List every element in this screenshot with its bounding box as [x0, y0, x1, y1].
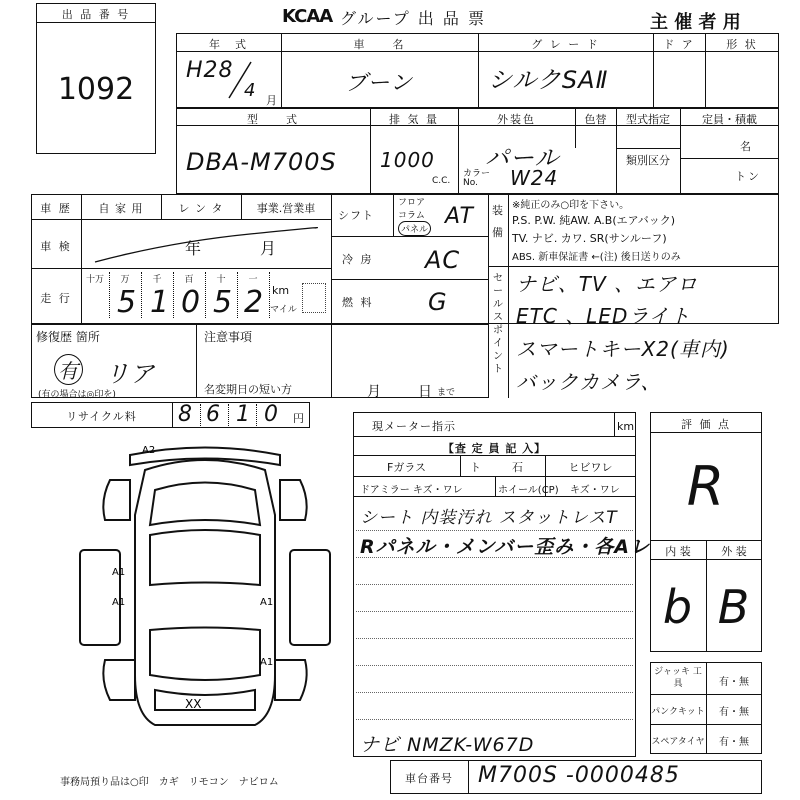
inspection-month: 月: [260, 239, 279, 258]
model-label: 車 名: [353, 38, 406, 51]
recolor-label: 色替: [584, 113, 607, 126]
history-rental: レ ン タ: [178, 202, 224, 215]
month-unit: 月: [266, 94, 277, 107]
repair-label: 修復歴 箇所: [36, 330, 100, 344]
repair-location: リア: [105, 360, 155, 388]
glass-label: Fガラス: [387, 461, 426, 474]
spare-option: 有・無: [719, 737, 749, 748]
meter-km: km: [617, 420, 635, 433]
digit-label: 百: [184, 275, 194, 285]
name-change-label: 名変期日の短い方: [204, 383, 292, 396]
recycle-digit: 0: [264, 402, 279, 427]
inspection-strike: [90, 222, 320, 266]
repair-note: (有の場合は◎印を): [38, 390, 116, 400]
mile-checkbox[interactable]: [302, 283, 326, 313]
grade-label: グ レ ー ド: [531, 38, 600, 51]
name-change-month: 月: [367, 384, 383, 400]
fuel-label: 燃 料: [342, 296, 374, 309]
glass-mark-2: 石: [512, 461, 523, 474]
history-business: 事業.営業車: [256, 202, 316, 215]
vehicle-type-label: 型 式: [247, 113, 299, 126]
notes-label: 注意事項: [204, 330, 253, 344]
vehicle-type-value: DBA-M700S: [186, 148, 337, 176]
score-value: R: [686, 455, 726, 518]
displacement-label: 排 気 量: [389, 113, 439, 126]
chassis-value: M700S -0000485: [478, 763, 680, 788]
recycle-digit: 8: [178, 402, 193, 427]
shift-option-floor: フロア: [398, 198, 426, 208]
mileage-digit: 0: [181, 285, 202, 320]
brand-logo: KCAA: [282, 6, 333, 27]
shift-option-column: コラム: [398, 211, 425, 221]
glass-mark-1: ト: [470, 461, 481, 474]
equipment-line-3: ABS. 新車保証書 ←(注) 後日送りのみ: [512, 252, 681, 263]
jack-option: 有・無: [719, 677, 749, 688]
inspector-header: 【査 定 員 記 入】: [442, 442, 547, 455]
inspection-year: 年: [185, 239, 204, 258]
diagram-mark: A2: [142, 445, 156, 456]
exterior-value: B: [717, 580, 751, 634]
glass-mark-3: ヒビワレ: [568, 461, 613, 474]
diagram-mark: A1: [112, 567, 126, 578]
year-label: 年 式: [209, 38, 248, 51]
sale-point: スマートキーX2(車内): [516, 337, 730, 361]
digit-label: 十: [216, 275, 226, 285]
recycle-digit: 1: [236, 402, 251, 427]
color-no-label: カラー No.: [463, 169, 491, 188]
diagram-mark: A1: [260, 597, 274, 608]
recycle-unit: 円: [293, 412, 304, 425]
score-label: 評 価 点: [681, 418, 731, 431]
mileage-digit: 5: [213, 285, 234, 320]
digit-label: 万: [120, 275, 130, 285]
shape-label: 形 状: [726, 38, 758, 51]
jack-label: ジャッキ 工 具: [654, 667, 702, 689]
mile-unit: マイル: [270, 305, 297, 315]
grade-value: シルクSAⅡ: [488, 66, 609, 94]
sponsor-label: 主 催 者 用: [650, 12, 741, 33]
color-label: 外装色: [497, 113, 536, 126]
interior-label: 内 装: [665, 545, 691, 558]
ac-label: 冷 房: [342, 253, 374, 266]
mileage-label: 走 行: [40, 292, 72, 305]
inspection-label: 車 検: [40, 240, 72, 253]
wheel-label: ホイール(CP): [498, 485, 559, 496]
recycle-label: リサイクル料: [66, 410, 137, 423]
ac-value: AC: [425, 246, 461, 274]
lot-number-label: 出 品 番 号: [61, 8, 131, 21]
digit-label: 十万: [85, 275, 104, 285]
name-change-day: 日: [418, 384, 434, 400]
interior-value: b: [662, 580, 694, 634]
digit-label: 一: [248, 275, 258, 285]
name-change-suffix: まで: [437, 388, 456, 398]
month-value: 4: [244, 80, 257, 101]
lot-number-value: 1092: [57, 72, 135, 107]
displacement-value: 1000: [380, 148, 435, 172]
equipment-line-1: P.S. P.W. 純AW. A.B(エアバック): [512, 214, 676, 227]
wheel-value: キズ・ワレ: [570, 485, 620, 496]
date-slash: [225, 60, 255, 100]
capacity-label: 定員・積載: [702, 113, 757, 126]
color-no-value: W24: [510, 166, 559, 190]
history-label: 車 歴: [40, 202, 72, 215]
mileage-digit: 5: [117, 285, 138, 320]
repair-kit-option: 有・無: [719, 707, 749, 718]
inspector-note: シート 内装汚れ スタットレスT: [360, 508, 618, 528]
mirror-label: ドアミラー キズ・ワレ: [360, 485, 463, 496]
navi-note: ナビ NMZK-W67D: [360, 734, 535, 756]
km-unit: km: [272, 284, 290, 297]
diagram-mark: A1: [260, 657, 274, 668]
sale-point: バックカメラ、: [516, 370, 662, 394]
capacity-unit-ton: トン: [735, 170, 761, 183]
repair-mark: 有: [54, 354, 83, 385]
equipment-line-2: TV. ナビ. カワ. SR(サンルーフ): [512, 232, 667, 245]
door-label: ド ア: [663, 38, 695, 51]
sale-point: ETC 、LEDライト: [516, 304, 691, 328]
equipment-note: ※純正のみ○印を下さい。: [512, 200, 630, 211]
inspector-note: Rパネル・メンバー歪み・各Aレ: [360, 536, 651, 558]
exterior-label: 外 装: [721, 545, 747, 558]
diagram-mark: A1: [112, 597, 126, 608]
type-designation-label: 型式指定: [626, 113, 670, 126]
car-diagram: [60, 440, 350, 740]
sale-point: ナビ、TV 、エアロ: [516, 272, 699, 296]
capacity-unit-people: 名: [740, 140, 753, 153]
mileage-digit: 2: [244, 285, 265, 320]
year-value: H28: [186, 58, 234, 83]
shift-label: シフト: [338, 209, 374, 222]
color-value: パール: [485, 144, 560, 172]
equipment-label: 装備: [492, 204, 503, 239]
cc-unit: C.C.: [432, 176, 451, 186]
mileage-digit: 1: [150, 285, 171, 320]
history-private: 自 家 用: [98, 202, 144, 215]
meter-label: 現メーター指示: [372, 420, 456, 433]
chassis-label: 車台番号: [405, 772, 453, 785]
fuel-value: G: [428, 288, 448, 316]
digit-label: 千: [152, 275, 162, 285]
diagram-mark: XX: [185, 697, 202, 711]
shift-option-panel: パネル: [398, 221, 431, 236]
spare-label: スペアタイヤ: [651, 737, 705, 747]
recycle-digit: 6: [206, 402, 221, 427]
office-note: 事務局預り品は○印 カギ リモコン ナビロム: [60, 777, 279, 788]
repair-kit-label: パンクキット: [651, 707, 705, 717]
category-label: 類別区分: [626, 154, 670, 167]
sale-point-label: セールスポイント: [493, 273, 503, 375]
model-value: ブーン: [345, 71, 413, 96]
shift-value: AT: [445, 204, 474, 229]
form-title: グループ 出 品 票: [340, 9, 486, 28]
